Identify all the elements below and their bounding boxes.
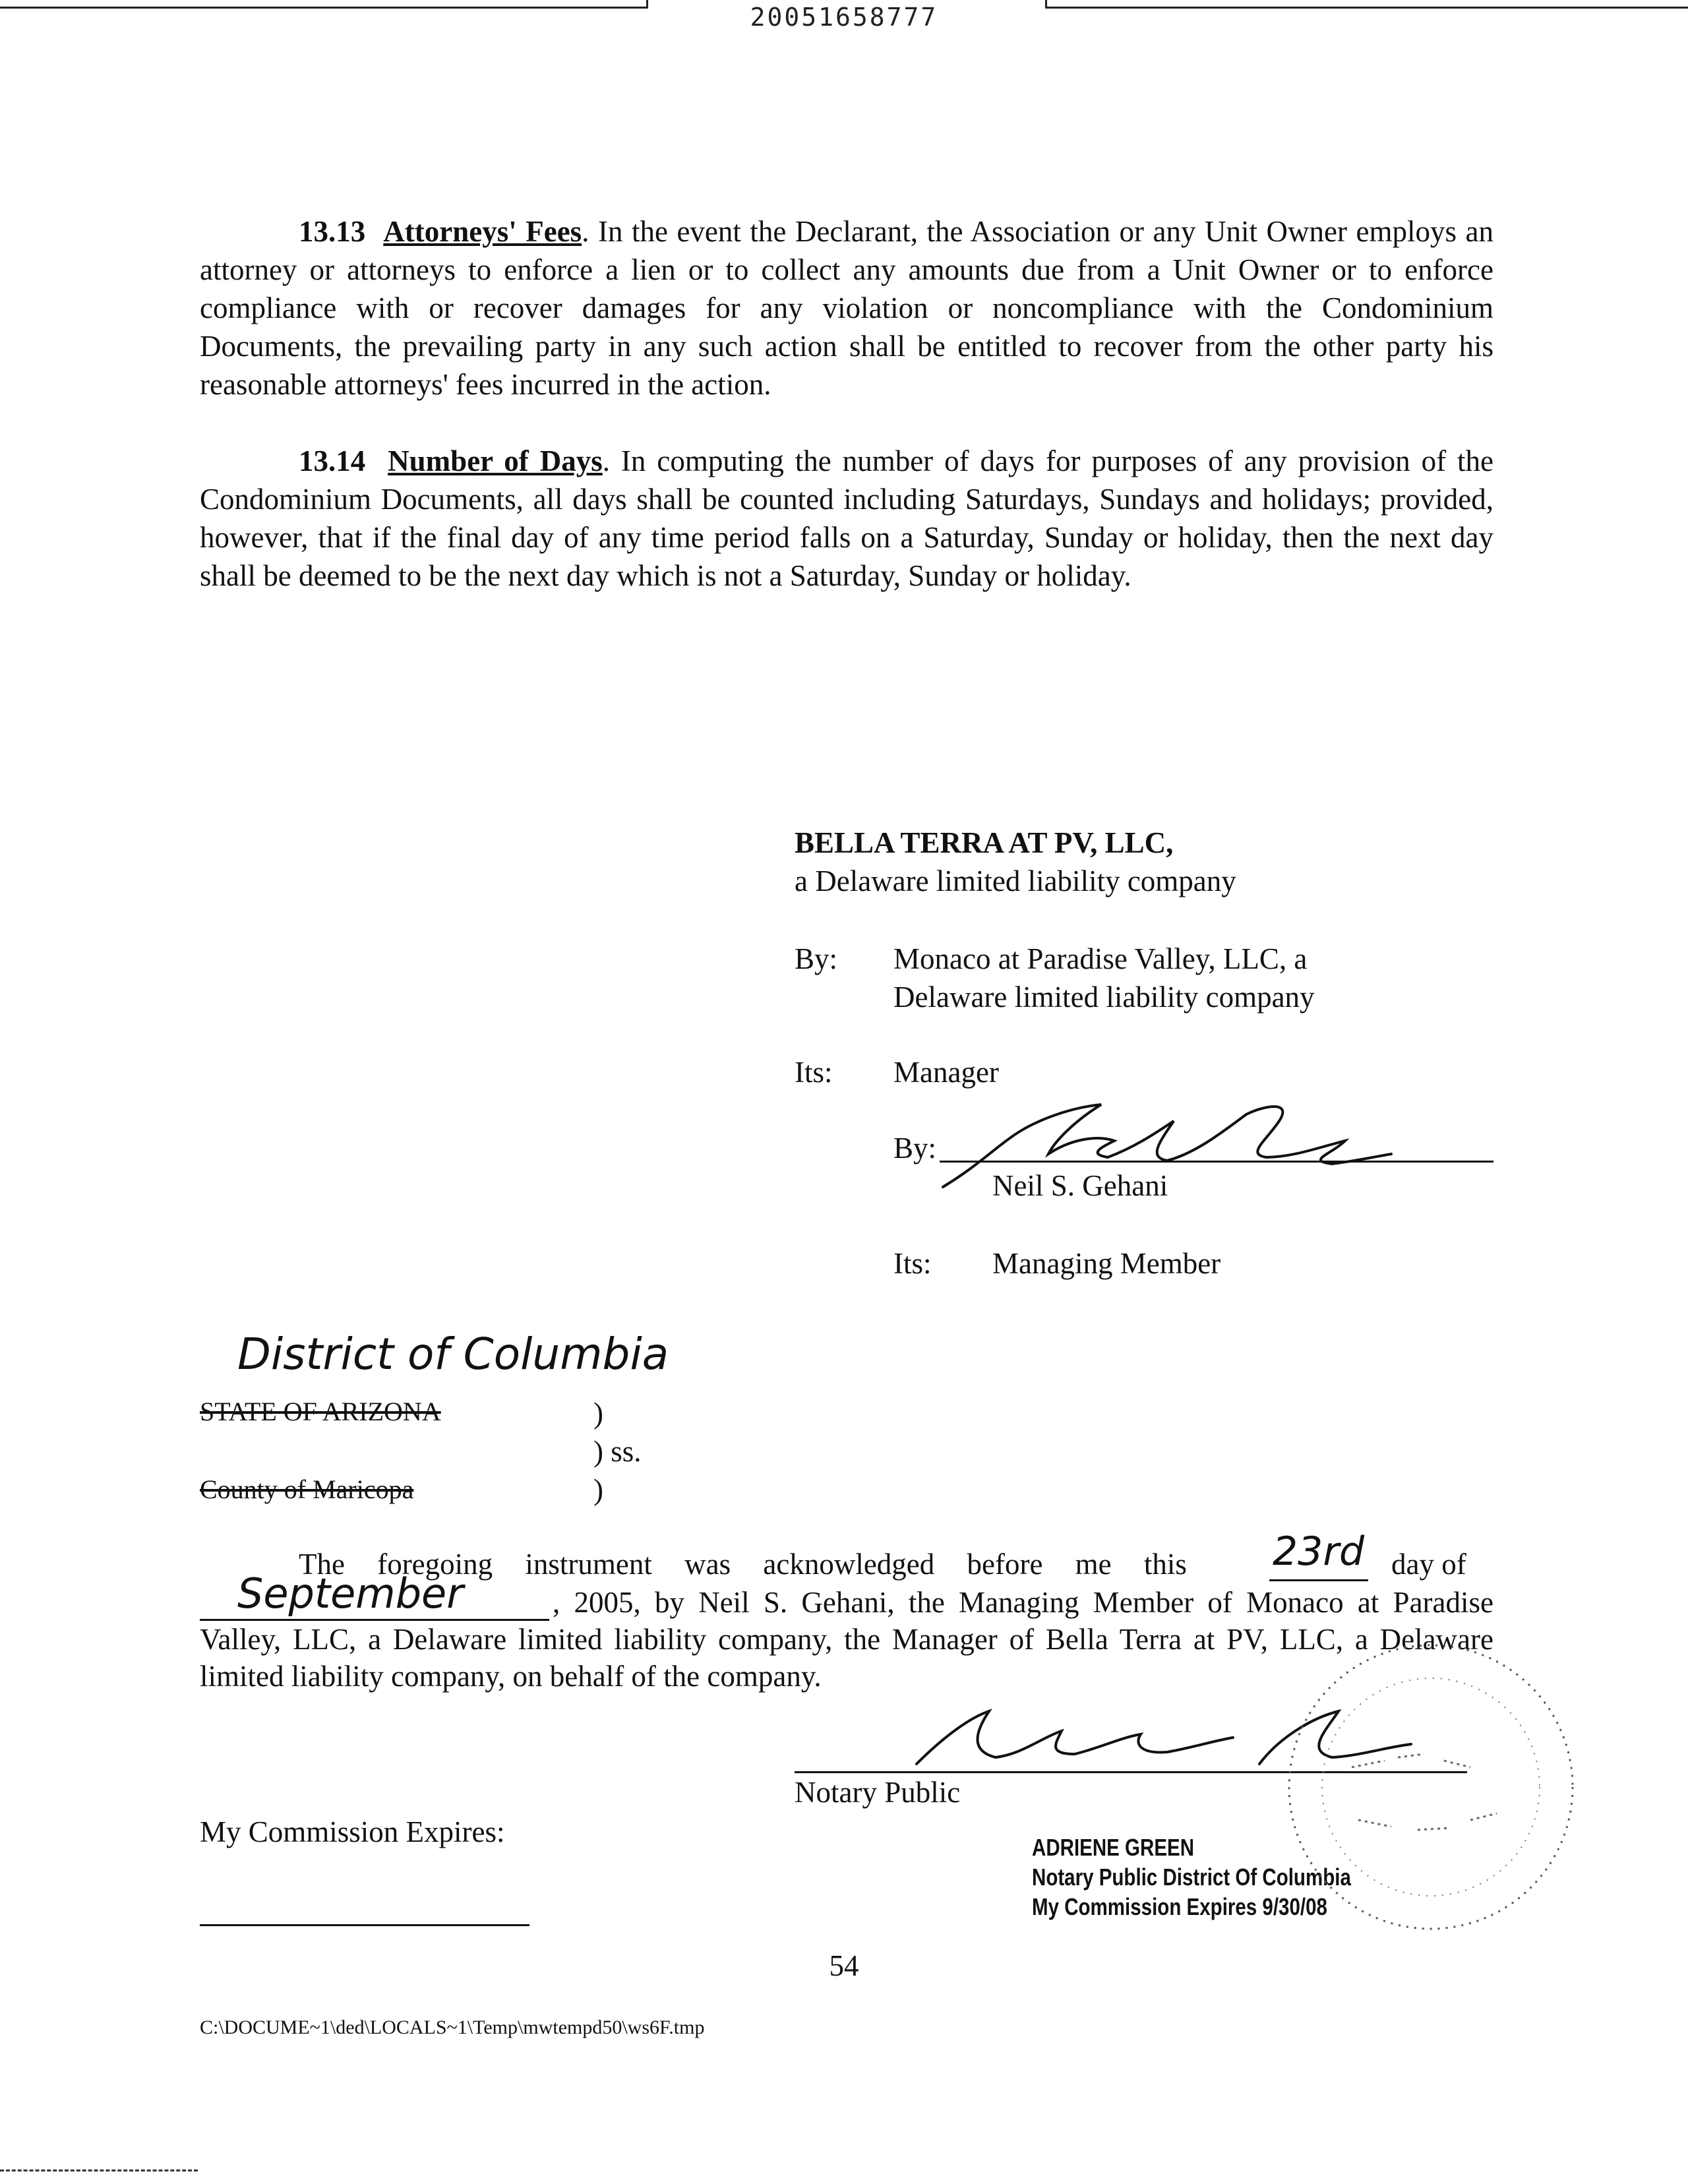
- section-heading: Number of Days: [388, 444, 603, 477]
- notary-stamp-name: ADRIENE GREEN: [1032, 1834, 1195, 1861]
- section-heading: Attorneys' Fees: [383, 215, 582, 248]
- handwritten-day: 23rd: [1273, 1529, 1365, 1575]
- its2-label: Its:: [893, 1247, 932, 1280]
- file-path-footer: C:\DOCUME~1\ded\LOCALS~1\Temp\mwtempd50\ws6F.tmp: [200, 2017, 705, 2038]
- notary-stamp-jurisdiction: Notary Public District Of Columbia: [1032, 1864, 1351, 1891]
- section-number: 13.14: [299, 444, 366, 477]
- section-body: . In the event the Declarant, the Association or any Unit Owner employs an attorney or attorneys to enforce a lien or to collect any amounts due from a Unit Owner or to enforce compliance with or recover damages for any violation or noncompliance with the Condominium Documents, the prevailing party in any such action shall be entitled to recover from the other party his reasonable attorneys' fees incurred in the action.: [200, 215, 1493, 401]
- day-blank-line: [1269, 1579, 1368, 1581]
- commission-label: My Commission Expires:: [200, 1815, 505, 1848]
- company-name: BELLA TERRA AT PV, LLC,: [795, 826, 1174, 859]
- company-description: a Delaware limited liability company: [795, 864, 1236, 897]
- acknowledgment-text: The foregoing instrument was acknowledged before me this: [299, 1548, 1187, 1581]
- commission-blank-line: [200, 1924, 529, 1926]
- handwritten-jurisdiction: District of Columbia: [237, 1329, 669, 1380]
- notary-label: Notary Public: [795, 1776, 961, 1809]
- by-entity-line1: Monaco at Paradise Valley, LLC, a: [893, 942, 1308, 975]
- section-13-14: [200, 442, 1493, 595]
- handwritten-month: September: [237, 1569, 464, 1618]
- acknowledgment-day-of: day of: [1391, 1548, 1466, 1581]
- struck-county: County of Maricopa: [200, 1474, 414, 1504]
- scan-bottom-mark: [0, 2169, 198, 2171]
- section-13-13: [200, 212, 1493, 404]
- venue-paren: ): [593, 1397, 603, 1430]
- struck-state: STATE OF ARIZONA: [200, 1397, 441, 1426]
- section-number: 13.13: [299, 215, 366, 248]
- by2-label: By:: [893, 1132, 937, 1165]
- venue-paren: ): [593, 1473, 603, 1506]
- page-number: 54: [829, 1949, 859, 1982]
- notary-stamp-expiry: My Commission Expires 9/30/08: [1032, 1893, 1327, 1920]
- embossed-seal: [1273, 1635, 1589, 1939]
- its-value: Manager: [893, 1056, 999, 1089]
- its2-value: Managing Member: [992, 1247, 1221, 1280]
- acknowledgment-body: , 2005, by Neil S. Gehani, the Managing Member of Monaco at Paradise Valley, LLC, a Delaware limited liability company, the Manager of Bella Terra at PV, LLC, a Delaware limited liability company, on behalf of the company.: [200, 1586, 1493, 1693]
- by-label: By:: [795, 942, 838, 975]
- its-label: Its:: [795, 1056, 833, 1089]
- document-number: 20051658777: [750, 3, 938, 32]
- signer-name: Neil S. Gehani: [992, 1169, 1168, 1202]
- by-entity-line2: Delaware limited liability company: [893, 981, 1315, 1014]
- section-body: . In computing the number of days for purposes of any provision of the Condominium Documents, all days shall be counted including Saturdays, Sundays and holidays; provided, however, that if the final day of any time period falls on a Saturday, Sunday or holiday, then the next day shall be deemed to be the next day which is not a Saturday, Sunday or holiday.: [200, 444, 1494, 592]
- venue-ss: ) ss.: [593, 1435, 642, 1468]
